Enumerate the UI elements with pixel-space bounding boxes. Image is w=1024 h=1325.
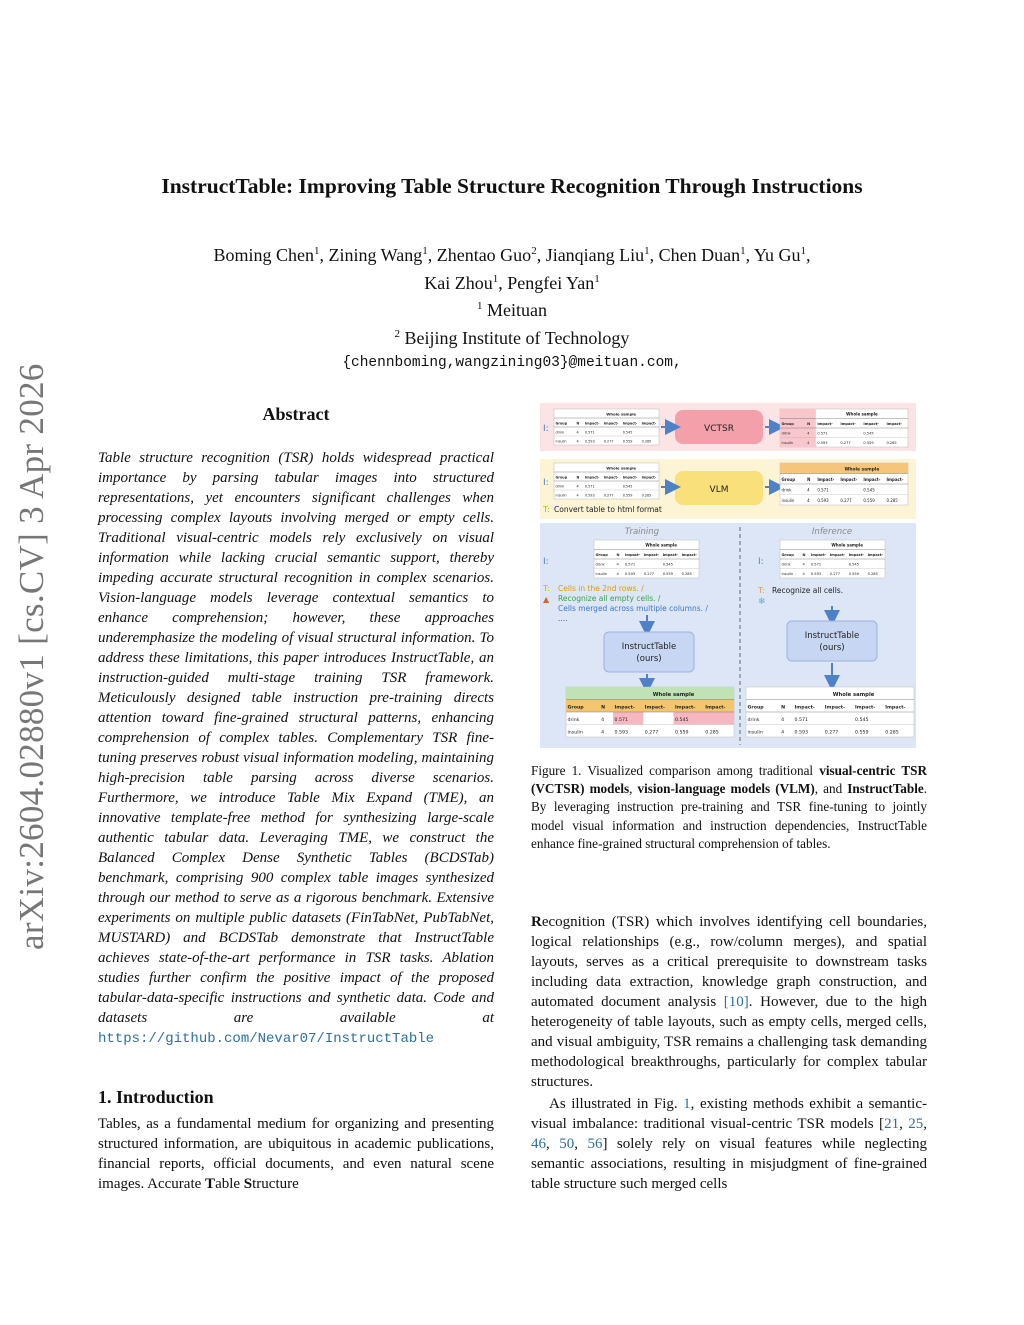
train-model-name: InstructTable bbox=[621, 642, 677, 652]
mini-table-header-cell: Impact- bbox=[643, 553, 660, 558]
mini-table-cell: 0.571 bbox=[584, 430, 595, 435]
mini-table-header-cell: Impact- bbox=[644, 705, 666, 711]
mini-table-cell: 0.559 bbox=[863, 497, 875, 503]
mini-table-header-cell: Impact- bbox=[584, 475, 600, 480]
author-name: Zining Wang bbox=[328, 245, 423, 265]
mini-table-cell: 0.285 bbox=[885, 730, 899, 736]
mini-table-cell: 0.593 bbox=[584, 493, 595, 498]
mini-table-cell: 0.593 bbox=[817, 441, 828, 446]
mini-table-span-header: Whole sample bbox=[846, 411, 878, 417]
train-model-sub: (ours) bbox=[636, 654, 662, 664]
mini-table-cell: 0.559 bbox=[675, 730, 689, 736]
mini-table-header-cell: Impact- bbox=[603, 475, 619, 480]
mini-table-header-cell: N bbox=[576, 421, 580, 426]
mini-table-cell: insulin bbox=[555, 439, 567, 444]
author-name: Pengfei Yan bbox=[507, 272, 595, 293]
paragraph-imbalance: As illustrated in Fig. 1, existing methods exhibit a semantic-visual imbalance: traditional visual-centric TSR models [21, 25, 46, 50, 56] solely rely on visual features while neglecting semantic associations, resulting in misjudgment of fine-grained table structure such merged cells bbox=[531, 1096, 928, 1192]
mini-table-cell: 4 bbox=[807, 441, 810, 446]
mini-table-cell: drink bbox=[781, 431, 791, 436]
author-block bbox=[0, 240, 1024, 376]
mini-table-cell: drink bbox=[747, 717, 760, 723]
mini-table-cell: 0.277 bbox=[643, 572, 655, 577]
train-prompt-2: Recognize all empty cells. / bbox=[558, 594, 661, 603]
mini-table-header-cell: Group bbox=[567, 705, 584, 711]
mini-table-span-header: Whole sample bbox=[844, 467, 880, 473]
train-prompt-4: .... bbox=[558, 614, 568, 623]
mini-table-header-cell: Impact- bbox=[641, 421, 657, 426]
mini-table-header-cell: N bbox=[807, 422, 811, 427]
mini-table-cell: 0.545 bbox=[675, 717, 689, 723]
right-column-body bbox=[531, 912, 927, 1194]
mini-table-span-header: Whole sample bbox=[606, 465, 637, 471]
mini-table-cell: insulin bbox=[747, 730, 763, 736]
mini-table-cell: insulin bbox=[555, 493, 567, 498]
mini-table-cell: 0.571 bbox=[614, 717, 629, 723]
train-prompt-1: Cells in the 2nd rows. / bbox=[558, 584, 644, 593]
introduction-body: Tables, as a fundamental medium for organizing and presenting structured information, are ubiquitous in academic publications, financial reports, official documents, and even natural scene images. Accurate Table Structure bbox=[98, 1116, 494, 1192]
author-email: {chennboming,wangzining03}@meituan.com, bbox=[342, 355, 682, 371]
authors-line-1: Boming Chen$^1$, Zining Wang$^1$, Zhentao Guo$^2$, Jianqiang Liu$^1$, Chen Duan$^1$, Yu Gu$^1$, bbox=[213, 245, 811, 265]
citation-21[interactable]: 21 bbox=[884, 1116, 900, 1132]
mini-table-header-cell: Impact- bbox=[840, 422, 856, 427]
mini-table-span-header: Whole sample bbox=[606, 411, 637, 417]
mini-table-header-cell: Impact- bbox=[794, 705, 815, 711]
mini-table-cell: 0.285 bbox=[886, 441, 897, 446]
fire-icon: ▲ bbox=[543, 595, 550, 604]
mini-table-header-cell: N bbox=[601, 705, 606, 711]
citation-50[interactable]: 50 bbox=[559, 1136, 575, 1152]
mini-table-cell: 4 bbox=[781, 730, 785, 736]
mini-table-cell: 0.277 bbox=[824, 730, 839, 736]
mini-table-header-cell: Group bbox=[555, 421, 568, 426]
mini-table-cell: drink bbox=[555, 484, 565, 489]
infer-prompt: Recognize all cells. bbox=[772, 586, 844, 595]
mini-table-cell: 4 bbox=[807, 487, 810, 493]
mini-table-header-cell: Group bbox=[781, 476, 796, 482]
mini-table-cell: 0.559 bbox=[848, 572, 859, 577]
snowflake-icon: ❄ bbox=[758, 597, 766, 607]
mini-table-header-cell: Impact- bbox=[886, 422, 902, 427]
mini-table-header-cell: Impact- bbox=[641, 475, 657, 480]
authors-line-2: Kai Zhou$^1$, Pengfei Yan$^1$ bbox=[424, 272, 600, 293]
mini-table-cell: 4 bbox=[807, 497, 810, 503]
mini-table-cell: 0.559 bbox=[855, 730, 869, 736]
mini-table-header-cell: N bbox=[781, 705, 786, 711]
mini-table-cell: insulin bbox=[781, 497, 795, 503]
mini-table-cell: 0.593 bbox=[584, 439, 595, 444]
mini-table-cell: 0.277 bbox=[603, 493, 614, 498]
mini-table-cell: 0.571 bbox=[584, 484, 595, 489]
paragraph-tsr: Recognition (TSR) which involves identifying cell boundaries, logical relationships (e.g., row/column merges), and spatial layouts, serves as a critical prerequisite to downstream tasks including data extraction, knowledge graph construction, and automated document analysis [10]. However, due to the high heterogeneity of table layouts, such as empty cells, merged cells, and visual ambiguity, TSR remains a challenging task demanding methodological breakthroughs, particularly for complex tabular structures. bbox=[531, 914, 928, 1090]
affiliation-2: $^2$ Beijing Institute of Technology bbox=[394, 327, 630, 348]
citation-10[interactable]: [10] bbox=[723, 994, 749, 1010]
affiliation-1: $^1$ Meituan bbox=[477, 300, 547, 320]
mini-table-cell: 4 bbox=[601, 730, 605, 736]
introduction-heading: 1. Introduction bbox=[98, 1087, 214, 1107]
mini-table-cell: 0.545 bbox=[622, 430, 633, 435]
citation-56[interactable]: 56 bbox=[587, 1136, 603, 1152]
infer-model-box bbox=[787, 621, 877, 661]
author-affiliation-mark: 1 bbox=[740, 245, 746, 257]
author-name: Boming Chen bbox=[213, 245, 314, 265]
mini-table-cell: 0.545 bbox=[662, 562, 673, 567]
mini-table-cell: 0.559 bbox=[622, 493, 633, 498]
mini-table-cell: drink bbox=[781, 487, 792, 493]
mini-table-header-cell: N bbox=[807, 476, 811, 482]
arxiv-identifier: arXiv:2604.02880v1 [cs.CV] 3 Apr 2026 bbox=[12, 363, 51, 950]
mini-table-header-cell: Impact- bbox=[863, 476, 881, 482]
mini-table-header-cell: Impact- bbox=[867, 553, 883, 558]
author-affiliation-mark: 1 bbox=[313, 245, 320, 257]
mini-table-cell: 0.277 bbox=[603, 439, 614, 444]
train-input-label: I: bbox=[543, 557, 549, 567]
mini-table-header-cell: Impact- bbox=[622, 421, 638, 426]
vctsr-label: VCTSR bbox=[704, 424, 734, 434]
mini-table-cell: 0.545 bbox=[863, 431, 874, 436]
mini-table-header-cell: Impact- bbox=[614, 705, 635, 711]
author-name: Yu Gu bbox=[754, 245, 801, 265]
author-affiliation-mark: 1 bbox=[492, 272, 499, 285]
mini-table-header-cell: Impact- bbox=[662, 553, 679, 558]
mini-table-cell: 0.285 bbox=[867, 572, 878, 577]
mini-table-cell: 0.593 bbox=[794, 730, 809, 736]
mini-table-cell: 0.545 bbox=[855, 717, 869, 723]
mini-table-header-cell: Impact- bbox=[624, 553, 641, 558]
inference-label: Inference bbox=[811, 527, 853, 537]
mini-table-header-cell: Group bbox=[781, 422, 794, 427]
figure-1-diagram bbox=[540, 403, 916, 748]
citation-25[interactable]: 25 bbox=[908, 1116, 924, 1132]
mini-table-cell: 0.545 bbox=[622, 484, 633, 489]
mini-table-header-cell: Impact- bbox=[603, 421, 619, 426]
mini-table-header-cell: Impact- bbox=[848, 553, 865, 558]
mini-table-cell: 0.571 bbox=[817, 431, 828, 436]
mini-table-cell: 0.545 bbox=[848, 562, 859, 567]
mini-table-header-cell: N bbox=[576, 475, 580, 480]
author-name: Zhentao Guo bbox=[436, 245, 532, 265]
vctsr-input-label: I: bbox=[543, 424, 549, 434]
mini-table-cell: drink bbox=[567, 717, 580, 723]
mini-table-cell: 0.571 bbox=[810, 562, 822, 567]
mini-table-cell: 0.559 bbox=[622, 439, 633, 444]
mini-table-cell: 0.285 bbox=[641, 439, 652, 444]
mini-table-header-cell: Group bbox=[555, 475, 568, 480]
mini-table-cell: 0.285 bbox=[641, 493, 652, 498]
mini-table-highlight bbox=[566, 687, 734, 700]
mini-table-cell: 0.277 bbox=[829, 572, 841, 577]
mini-table-cell: 0.285 bbox=[705, 730, 719, 736]
figure-1 bbox=[540, 403, 916, 748]
mini-table-header-cell: Impact- bbox=[675, 705, 696, 711]
mini-table-cell: 0.593 bbox=[817, 497, 829, 503]
author-affiliation-mark: 2 bbox=[531, 245, 537, 257]
author-affiliation-mark: 1 bbox=[644, 245, 650, 257]
infer-input-label: I: bbox=[758, 557, 764, 567]
mini-table-header-cell: Impact- bbox=[829, 553, 846, 558]
code-link[interactable]: https://github.com/Nevar07/InstructTable bbox=[98, 1031, 435, 1047]
training-label: Training bbox=[624, 527, 660, 537]
infer-model-name: InstructTable bbox=[804, 631, 860, 641]
paper-title: InstructTable: Improving Table Structure Recognition Through Instructions bbox=[161, 174, 863, 198]
mini-table-cell: 0.545 bbox=[863, 487, 875, 493]
abstract-body: Table structure recognition (TSR) holds widespread practical importance by parsing tabular images into structured representations, yet encounters significant challenges when processing complex layouts involving merged or empty cells. Traditional visual-centric models rely exclusively on visual information while lacking crucial semantic support, thereby impeding accurate structural recognition in complex scenarios. Vision-language models leverage contextual semantics to enhance comprehension; however, these approaches underemphasize the modeling of visual structural information. To address these limitations, this paper introduces InstructTable, an instruction-guided multi-stage training TSR framework. Meticulously designed table instruction pre-training directs attention toward fine-grained structural patterns, enhancing comprehension of complex tables. Complementary TSR fine-tuning preserves robust visual information modeling, maintaining high-precision table parsing across diverse scenarios. Furthermore, we introduce Table Mix Expand (TME), an innovative template-free method for synthesizing large-scale authentic tabular data. Leveraging TME, we construct the Balanced Complex Dense Synthetic Tables (BCDSTab) benchmark, comprising 900 complex table images synthesized through our method to serve as a rigorous benchmark. Extensive experiments on multiple public datasets (FinTabNet, PubTabNet, MUSTARD) and BCDSTab demonstrate that InstructTable achieves state-of-the-art performance in TSR tasks. Ablation studies further confirm the positive impact of the proposed tabular-data-specific instructions and synthetic data. Code and datasets are available at https://github.com/Nevar07/InstructTable bbox=[98, 450, 494, 1047]
mini-table-span-header: Whole sample bbox=[652, 691, 695, 698]
infer-prompt-marker: T: bbox=[758, 586, 765, 595]
mini-table-header-cell: Impact- bbox=[863, 422, 879, 427]
mini-table-span-header: Whole sample bbox=[832, 691, 875, 698]
figure-1-ref[interactable]: 1 bbox=[683, 1096, 691, 1112]
mini-table-header-cell: Impact- bbox=[681, 553, 697, 558]
mini-table-span-header: Whole sample bbox=[645, 542, 677, 548]
mini-table-cell: 4 bbox=[802, 562, 805, 567]
mini-table-header-cell: Impact- bbox=[840, 476, 858, 482]
mini-table-cell: 4 bbox=[576, 439, 579, 444]
mini-table-cell: drink bbox=[555, 430, 565, 435]
mini-table-cell: 0.277 bbox=[840, 441, 851, 446]
train-model-box bbox=[604, 632, 694, 672]
citation-46[interactable]: 46 bbox=[531, 1136, 546, 1152]
author-affiliation-mark: 1 bbox=[800, 245, 807, 257]
mini-table-header-cell: N bbox=[802, 553, 806, 558]
mini-table-cell: 0.571 bbox=[624, 562, 636, 567]
mini-table-cell: 0.593 bbox=[614, 730, 629, 736]
mini-table-header-cell: Impact- bbox=[584, 421, 600, 426]
author-name: Kai Zhou bbox=[424, 272, 493, 293]
mini-table-cell: 0.559 bbox=[863, 441, 874, 446]
train-prompt-3: Cells merged across multiple columns. / bbox=[558, 604, 708, 613]
mini-table-header-cell: Impact- bbox=[824, 705, 846, 711]
abstract-heading: Abstract bbox=[262, 404, 330, 424]
mini-table-header-cell: N bbox=[616, 553, 620, 558]
infer-model-sub: (ours) bbox=[819, 643, 845, 653]
mini-table-cell: insulin bbox=[567, 730, 583, 736]
author-affiliation-mark: 1 bbox=[422, 245, 428, 257]
mini-table-cell: insulin bbox=[595, 572, 608, 577]
author-affiliation-mark: 1 bbox=[594, 272, 600, 285]
mini-table-cell: drink bbox=[781, 562, 791, 567]
mini-table-header-cell: Impact- bbox=[885, 705, 906, 711]
mini-table-header-cell: Impact- bbox=[810, 553, 827, 558]
mini-table-cell: 4 bbox=[802, 572, 805, 577]
mini-table-cell: insulin bbox=[781, 441, 794, 446]
mini-table-header-cell: Group bbox=[747, 705, 764, 711]
mini-table-header-cell: Impact- bbox=[817, 422, 833, 427]
mini-table-cell: 0.571 bbox=[794, 717, 809, 723]
mini-table-span-header: Whole sample bbox=[831, 542, 863, 548]
mini-table-header-cell: Impact- bbox=[886, 476, 904, 482]
mini-table-cell: 4 bbox=[616, 572, 619, 577]
vlm-prompt: Convert table to html format bbox=[554, 505, 662, 514]
mini-table-header-cell: Impact- bbox=[705, 705, 726, 711]
mini-table-cell: 4 bbox=[781, 717, 785, 723]
mini-table-cell: 4 bbox=[576, 484, 579, 489]
mini-table-cell: 0.285 bbox=[681, 572, 692, 577]
mini-table-header-cell: Impact- bbox=[817, 476, 835, 482]
vlm-prompt-marker: T: bbox=[543, 505, 550, 514]
mini-table-cell: 0.593 bbox=[624, 572, 636, 577]
mini-table-header-cell: Impact- bbox=[622, 475, 638, 480]
mini-table-cell: 0.277 bbox=[644, 730, 659, 736]
mini-table-cell: 0.559 bbox=[662, 572, 673, 577]
mini-table-cell: 4 bbox=[807, 431, 810, 436]
mini-table-cell: 0.285 bbox=[886, 497, 898, 503]
mini-table-header-cell: Group bbox=[781, 553, 794, 558]
author-name: Chen Duan bbox=[658, 245, 741, 265]
mini-table-cell: 0.593 bbox=[810, 572, 822, 577]
author-name: Jianqiang Liu bbox=[545, 245, 645, 265]
vlm-label: VLM bbox=[709, 485, 729, 495]
mini-table-cell: 0.571 bbox=[817, 487, 829, 493]
figure-1-caption: Figure 1. Visualized comparison among traditional visual-centric TSR (VCTSR) models, vision-language models (VLM), and InstructTable. By leveraging instruction pre-training and TSR fine-tuning to jointly model visual information and instruction dependencies, InstructTable enhance fine-grained structural comprehension of tables. bbox=[531, 763, 928, 851]
train-prompt-marker: T: bbox=[543, 584, 550, 593]
mini-table-cell: 4 bbox=[576, 430, 579, 435]
mini-table-cell: drink bbox=[595, 562, 605, 567]
mini-table-header-cell: Impact- bbox=[855, 705, 876, 711]
mini-table-cell: 4 bbox=[576, 493, 579, 498]
mini-table-cell: insulin bbox=[781, 572, 794, 577]
vlm-input-label: I: bbox=[543, 478, 549, 488]
mini-table-header-cell: Group bbox=[595, 553, 608, 558]
mini-table-cell: 0.277 bbox=[840, 497, 852, 503]
mini-table-cell: 4 bbox=[616, 562, 619, 567]
mini-table-cell: 4 bbox=[601, 717, 605, 723]
